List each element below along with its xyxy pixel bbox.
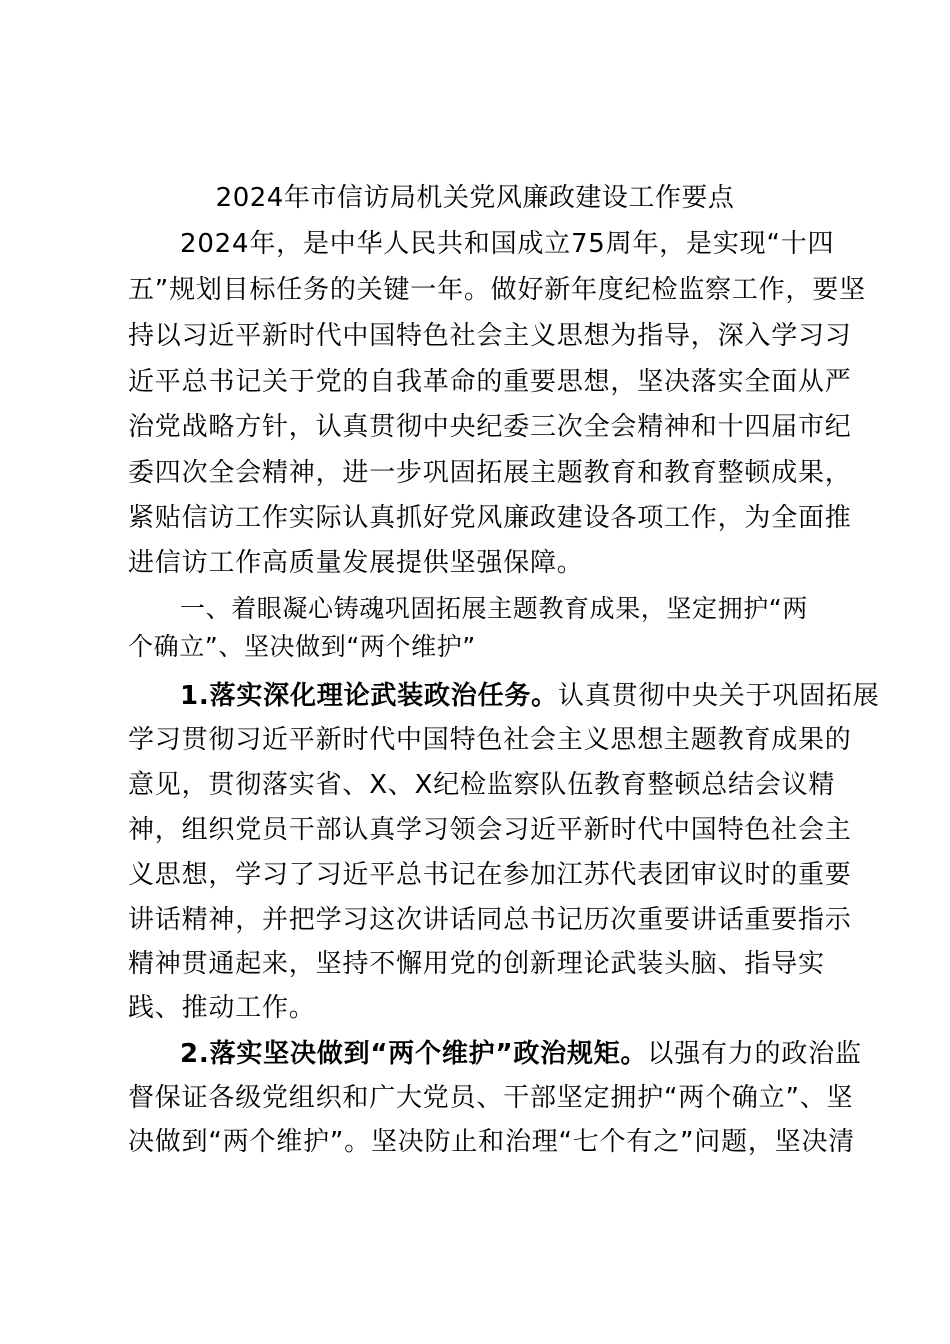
item1-line: 意见，贯彻落实省、X、X纪检监察队伍教育整顿总结会议精: [128, 770, 836, 800]
item2-line: 督保证各级党组织和广大党员、干部坚定拥护“两个确立”、坚: [128, 1083, 854, 1113]
item2-first-line: [180, 1032, 862, 1076]
item1-line: 讲话精神，并把学习这次讲话同总书记历次重要讲话重要指示: [128, 905, 852, 935]
item1-line: 精神贯通起来，坚持不懈用党的创新理论武装头脑、指导实: [128, 949, 825, 979]
item1-heading: 1.落实深化理论武装政治任务。: [180, 681, 558, 711]
document-title: 2024年市信访局机关党风廉政建设工作要点: [215, 183, 735, 213]
item2-first-rest: 以强有力的政治监: [647, 1039, 862, 1069]
item2-line: 决做到“两个维护”。坚决防止和治理“七个有之”问题，坚决清: [128, 1127, 856, 1157]
item2-heading: 2.落实坚决做到“两个维护”政治规矩。: [180, 1039, 648, 1069]
item1-line: 学习贯彻习近平新时代中国特色社会主义思想主题教育成果的: [128, 725, 852, 755]
intro-line: 进信访工作高质量发展提供坚强保障。: [128, 548, 584, 578]
item1-line: 义思想，学习了习近平总书记在参加江苏代表团审议时的重要: [128, 860, 852, 890]
item1-line: 神，组织党员干部认真学习领会习近平新时代中国特色社会主: [128, 815, 852, 845]
intro-line: 五”规划目标任务的关键一年。做好新年度纪检监察工作，要坚: [128, 275, 866, 305]
section-heading-line: 个确立”、坚决做到“两个维护”: [128, 632, 476, 661]
intro-line: 紧贴信访工作实际认真抓好党风廉政建设各项工作，为全面推: [128, 503, 852, 533]
intro-line: 持以习近平新时代中国特色社会主义思想为指导，深入学习习: [128, 321, 852, 351]
item1-first-rest: 认真贯彻中央关于巩固拓展: [557, 681, 880, 711]
intro-line: 治党战略方针，认真贯彻中央纪委三次全会精神和十四届市纪: [128, 412, 852, 442]
item1-first-line: [180, 674, 880, 718]
intro-line: 委四次全会精神，进一步巩固拓展主题教育和教育整顿成果，: [128, 458, 852, 488]
intro-line: 近平总书记关于党的自我革命的重要思想，坚决落实全面从严: [128, 367, 852, 397]
item1-line: 践、推动工作。: [128, 993, 316, 1023]
section-heading-line: 一、着眼凝心铸魂巩固拓展主题教育成果，坚定拥护“两: [180, 594, 808, 623]
intro-line: 2024年，是中华人民共和国成立75周年，是实现“十四: [180, 229, 835, 259]
